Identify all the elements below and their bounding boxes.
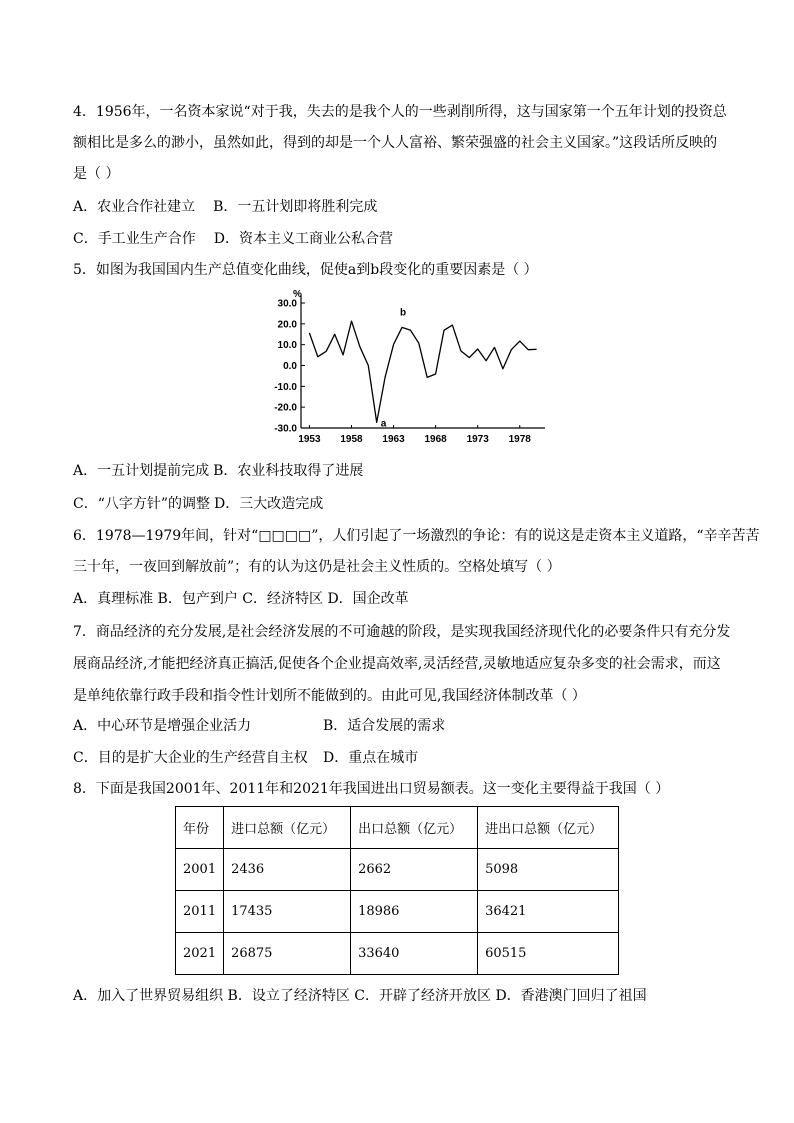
q8-options[interactable]: A．加入了世界贸易组织 B．设立了经济特区 C．开辟了经济开放区 D．香港澳门回归了祖国 xyxy=(73,988,647,1004)
table-cell: 60515 xyxy=(478,933,619,975)
point-label-b: b xyxy=(399,307,407,319)
q4-options-row1 xyxy=(73,197,377,217)
header-cell-year: 年份 xyxy=(176,807,224,849)
point-label-a: a xyxy=(380,418,387,430)
y-tick-label: 0.0 xyxy=(283,361,297,372)
x-tick-label: 1963 xyxy=(382,434,405,445)
q7-options-row1 xyxy=(73,716,445,736)
table-cell: 2436 xyxy=(224,849,351,891)
q7-option-b[interactable]: B．适合发展的需求 xyxy=(323,718,446,734)
trade-volume-table xyxy=(175,806,619,975)
q5-option-c[interactable]: C．“八字方针”的调整 xyxy=(73,496,211,512)
y-tick-label: 20.0 xyxy=(277,319,297,331)
header-cell-import: 进口总额（亿元） xyxy=(224,807,351,849)
y-tick-label: -30.0 xyxy=(274,423,297,435)
header-cell-export: 出口总额（亿元） xyxy=(351,807,478,849)
table-cell: 17435 xyxy=(224,891,351,933)
q4-option-a[interactable]: A．农业合作社建立 xyxy=(73,199,196,215)
q5-option-b[interactable]: B．农业科技取得了进展 xyxy=(213,463,364,479)
y-tick-label: -10.0 xyxy=(274,381,297,393)
gdp-line-chart xyxy=(255,288,555,453)
q5-options-row2 xyxy=(73,494,323,514)
q6-stem-line1: 6．1978—1979年间，针对“□□□□”，人们引起了一场激烈的争论：有的说这是走资本主义道路，“辛辛苦苦 xyxy=(73,528,760,544)
q4-option-c[interactable]: C．手工业生产合作 xyxy=(73,231,196,247)
x-tick-label: 1953 xyxy=(298,434,321,445)
q7-option-d[interactable]: D．重点在城市 xyxy=(323,750,419,766)
table-row xyxy=(176,891,619,933)
q7-stem-line3: 是单纯依靠行政手段和指令性计划所不能做到的。由此可见,我国经济体制改革（ ） xyxy=(73,688,586,704)
q5-options-row1 xyxy=(73,461,363,481)
table-cell: 2021 xyxy=(176,933,224,975)
table-cell: 2011 xyxy=(176,891,224,933)
q7-stem-line2: 展商品经济,才能把经济真正搞活,促使各个企业提高效率,灵活经营,灵敏地适应复杂多变的社会需求，而这 xyxy=(73,656,721,672)
y-tick-label: -20.0 xyxy=(274,402,297,414)
q4-stem-line2: 额相比是多么的渺小，虽然如此，得到的却是一个人人富裕、繁荣强盛的社会主义国家。”这段话所反映的 xyxy=(73,135,718,151)
table-header-row xyxy=(176,807,619,849)
x-tick-label: 1968 xyxy=(424,434,447,445)
x-tick-label: 1958 xyxy=(340,434,363,445)
q6-options[interactable]: A．真理标准 B．包产到户 C．经济特区 D．国企改革 xyxy=(73,591,409,607)
q7-options-row2 xyxy=(73,748,418,768)
q5-stem: 5．如图为我国国内生产总值变化曲线，促使a到b段变化的重要因素是（ ） xyxy=(73,262,538,278)
q5-option-a[interactable]: A．一五计划提前完成 xyxy=(73,463,210,479)
x-tick-label: 1978 xyxy=(508,434,531,445)
table-cell: 18986 xyxy=(351,891,478,933)
q4-stem-line3: 是（ ） xyxy=(73,166,120,182)
table-cell: 33640 xyxy=(351,933,478,975)
y-tick-label: 30.0 xyxy=(277,298,297,310)
y-unit-label: % xyxy=(293,289,302,300)
table-row xyxy=(176,933,619,975)
gdp-series-line xyxy=(309,321,536,422)
q6-stem-line2: 三十年，一夜回到解放前”；有的认为这仍是社会主义性质的。空格处填写（ ） xyxy=(73,559,561,575)
q4-option-d[interactable]: D．资本主义工商业公私合营 xyxy=(213,231,393,247)
q4-option-b[interactable]: B．一五计划即将胜利完成 xyxy=(213,199,378,215)
q7-option-c[interactable]: C．目的是扩大企业的生产经营自主权 xyxy=(73,750,308,766)
table-row xyxy=(176,849,619,891)
q7-stem-line1: 7．商品经济的充分发展,是社会经济发展的不可逾越的阶段，是实现我国经济现代化的必要条件只有充分发 xyxy=(73,624,731,640)
table-cell: 36421 xyxy=(478,891,619,933)
x-tick-label: 1973 xyxy=(466,434,489,445)
table-cell: 5098 xyxy=(478,849,619,891)
q4-options-row2 xyxy=(73,229,393,249)
header-cell-total: 进出口总额（亿元） xyxy=(478,807,619,849)
table-cell: 2662 xyxy=(351,849,478,891)
q4-stem-line1: 4．1956年，一名资本家说“对于我，失去的是我个人的一些剥削所得，这与国家第一个五年计划的投资总 xyxy=(73,104,727,120)
q5-option-d[interactable]: D．三大改造完成 xyxy=(214,496,324,512)
table-cell: 2001 xyxy=(176,849,224,891)
q7-option-a[interactable]: A．中心环节是增强企业活力 xyxy=(73,718,252,734)
table-cell: 26875 xyxy=(224,933,351,975)
q8-stem: 8．下面是我国2001年、2011年和2021年我国进出口贸易额表。这一变化主要得益于我国（ ） xyxy=(73,781,670,797)
y-tick-label: 10.0 xyxy=(277,340,297,352)
